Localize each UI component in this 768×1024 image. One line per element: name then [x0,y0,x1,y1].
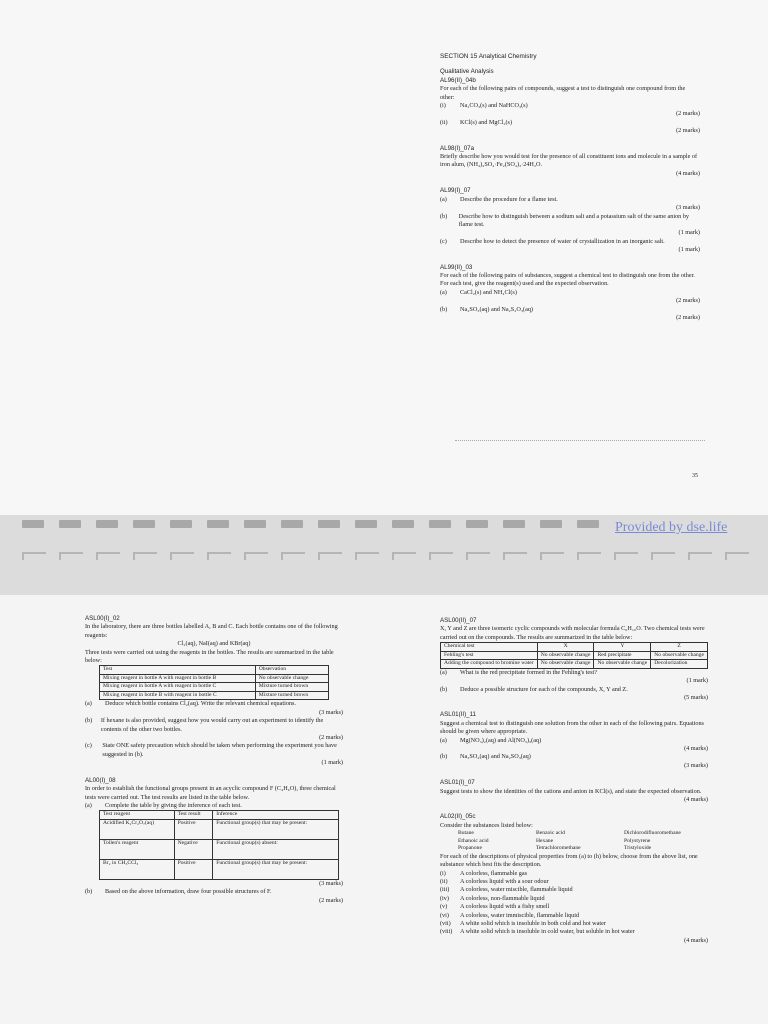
q3-a-label: (a) [440,195,447,203]
q7-code: ASL00(II)_07 [440,617,477,624]
q1-i-label: (i) [440,102,446,110]
q8-a-label: (a) [440,736,447,744]
table-row [441,651,708,660]
q7-th: Y [594,643,651,652]
q7-cell: Adding the compound to bromine water [441,660,538,669]
q7-cell: No observable change [537,651,594,660]
substance: Ethanoic acid [458,837,489,844]
q2-stem: Briefly describe how you would test for the presence of all constituent ions and molecule in a sample of iron alum, (NH₄)₂SO₄·Fe₂(SO₄)₃·24H₂O. [440,153,698,169]
scan-artifact-line [455,440,705,441]
binding-tab [318,552,342,560]
binding-hole [503,520,525,528]
q10-substance-list [454,830,685,853]
q4-b-label: (b) [440,305,448,313]
q1-stem: For each of the following pairs of compounds, suggest a test to distinguish one compound from the other: [440,85,686,101]
q6-b-marks: (2 marks) [319,896,343,904]
list-item [454,838,685,846]
section-title: SECTION 15 Analytical Chemistry [440,53,537,60]
q5-cell: No observable change [255,674,328,683]
q4-stem: For each of the following pairs of substances, suggest a chemical test to distinguish one from the other. For each test, give the reagent(s) used and the expected observation. [440,271,695,288]
q3-b-label: (b) [440,212,448,220]
binding-hole [133,520,155,528]
q9-code: ASL01(I)_07 [440,779,475,787]
q8-b-marks: (3 marks) [684,761,708,769]
binding-tab [355,552,379,560]
q7-th: Chemical test [441,643,538,652]
q7-stem: X, Y and Z are three isomeric cyclic compounds with molecular formula C₆H₁₀O. Two chemical tests were carried out on the compounds. The results are summarized in the table below: [440,625,705,641]
substance: Propanone [458,845,482,852]
q3-b-text: Describe how to distinguish between a sodium salt and a potassium salt of the same anion by flame test. [458,212,690,228]
q5-c-marks: (1 mark) [321,759,343,767]
binding-tab [503,552,527,560]
q7-b-marks: (5 marks) [684,693,708,701]
q10-item-text: A colorless, non-flammable liquid [460,894,545,902]
binding-hole [540,520,562,528]
q7-cell: No observable change [651,651,708,660]
substance: Dichlorodifluoromethane [624,830,681,837]
q6-a-text: Complete the table by giving the inference of each test. [105,801,242,809]
q5-c-label: (c) [85,742,92,750]
q10-item-text: A white solid which is insoluble in both cold and hot water [460,919,606,927]
q3-code: AL99(I)_07 [440,187,471,195]
q6-cell: Acidified K₂Cr₂O₇(aq) [100,819,175,839]
q3-c-text: Describe how to detect the presence of water of crystallization in an inorganic salt. [460,237,665,245]
binding-tab [207,552,231,560]
q5-cell: Mixture turned brown [255,683,328,692]
topic-title: Qualitative Analysis [440,68,494,76]
table-row [100,674,329,683]
substance: Hexane [536,837,554,844]
binding-tab [170,552,194,560]
binding-tab [59,552,83,560]
binding-hole [577,520,599,528]
q2-marks: (4 marks) [676,169,700,177]
q10-item-label: (v) [440,903,448,911]
q10-marks: (4 marks) [684,936,708,944]
q5-b-marks: (2 marks) [319,734,343,742]
binding-tab [244,552,268,560]
q7-a-marks: (1 mark) [686,677,708,685]
binding-tab [133,552,157,560]
q10-item-text: A white solid which is insoluble in cold water, but soluble in hot water [460,928,635,936]
q10-stem: Consider the substances listed below: [440,821,533,829]
q3-a-marks: (3 marks) [676,204,700,212]
table-row [100,691,329,700]
binding-tab [281,552,305,560]
table-row [100,839,339,859]
binding-hole [392,520,414,528]
q5-reagents: Cl₂(aq), NaI(aq) and KBr(aq) [177,640,251,648]
q10-item-label: (ii) [440,877,448,885]
q5-b-label: (b) [85,717,93,725]
q10-item-label: (iii) [440,886,450,894]
q10-item-text: A colorless liquid with a fishy smell [460,903,550,911]
q8-b-label: (b) [440,753,448,761]
brand-watermark: Provided by dse.life [615,520,728,535]
q10-item-text: A colorless, flammable gas [460,869,528,877]
binding-hole [207,520,229,528]
q6-cell: Tollen's reagent [100,839,175,859]
left-column [85,615,343,905]
substance: Butane [458,830,474,837]
q1-i-marks: (2 marks) [676,110,700,118]
q10-item-label: (vii) [440,919,451,927]
q3-c-label: (c) [440,237,447,245]
q7-th: Z [651,643,708,652]
q8-a-text: Mg(NO₃)₂(aq) and Al(NO₃)₃(aq) [460,736,542,744]
q10-item-label: (vi) [440,911,449,919]
q7-a-label: (a) [440,668,447,676]
q10-item-text: A colorless liquid with a sour odour [460,877,549,885]
q6-table [99,810,339,880]
q9-marks: (4 marks) [684,796,708,803]
q7-cell: No observable change [594,660,651,669]
q8-a-marks: (4 marks) [684,744,708,752]
q6-th: Test reagent [100,811,175,820]
q5-c-text: State ONE safety precaution which should be taken when performing the experiment you have suggested in (b). [102,742,337,758]
q10-item-text: A colorless, water immiscible, flammable liquid [460,911,580,919]
binding-tab [96,552,120,560]
q5-table [99,665,329,700]
binding-hole [244,520,266,528]
q6-b-label: (b) [85,888,93,896]
q5-a-text: Deduce which bottle contains Cl₂(aq). Write the relevant chemical equations. [105,700,296,708]
binding-tab [577,552,601,560]
table-row [441,660,708,669]
binding-tab [429,552,453,560]
substance: Polystyrene [624,837,651,844]
q6-cell: Br₂ in CH₃CCl₃ [100,859,175,879]
q7-cell: Fehling's test [441,651,538,660]
q1-ii-text: KCl(s) and MgCl₂(s) [460,118,512,126]
list-item [454,830,685,838]
q4-b-marks: (2 marks) [676,313,700,321]
q10-item-label: (i) [440,869,446,877]
binding-hole [281,520,303,528]
q5-b-text: If hexane is also provided, suggest how you would carry out an experiment to identify the contents of the other two bottles. [100,717,324,733]
q5-a-label: (a) [85,700,92,708]
q5-cell: Mixing reagent in bottle A with reagent in bottle C [100,683,256,692]
binding-tab [688,552,712,560]
q3-a-text: Describe the procedure for a flame test. [460,195,558,203]
substance: Tetrachloromethane [536,845,581,852]
q5-code: ASL00(I)_02 [85,615,120,622]
q10-stem2: For each of the descriptions of physical properties from (a) to (h) below, choose from the above list, one substance which best fits the description. [440,852,698,869]
substance: Benzoic acid [536,830,566,837]
q1-ii-marks: (2 marks) [676,127,700,135]
q1-ii-label: (ii) [440,118,448,126]
q5-th: Observation [255,666,328,675]
q6-th: Inference [213,811,339,820]
q10-item-label: (viii) [440,928,453,936]
q7-cell: Red precipitate [594,651,651,660]
q1-code: AL96(II)_04b [440,76,476,84]
q2-code: AL98(I)_07a [440,144,475,152]
q7-b-label: (b) [440,685,448,693]
q4-a-marks: (2 marks) [676,297,700,305]
q6-th: Test result [174,811,213,820]
binding-hole [59,520,81,528]
q3-c-marks: (1 mark) [678,246,700,254]
q6-code: AL00(I)_08 [85,776,116,784]
q6-cell: Positive [174,859,213,879]
table-row [100,683,329,692]
binding-hole [96,520,118,528]
q5-th: Test [100,666,256,675]
binding-hole [22,520,44,528]
q8-b-text: Na₂SO₄(aq) and Na₂SO₃(aq) [460,753,531,761]
page-number: 35 [692,473,698,479]
q5-cell: Mixture turned brown [255,691,328,700]
binding-hole [466,520,488,528]
q7-th: X [537,643,594,652]
binding-hole [318,520,340,528]
table-row [100,819,339,839]
q3-b-marks: (1 mark) [678,229,700,237]
q6-cell: Functional group(s) that may be present: [213,859,339,879]
substance: Tristyloxide [624,845,652,852]
q5-stem2: Three tests were carried out using the reagents in the bottles. The results are summarized in the table below: [85,648,334,665]
binding-hole [429,520,451,528]
q6-cell: Functional group(s) absent: [213,839,339,859]
bottom-page [0,595,768,1024]
binding-tab [614,552,638,560]
q5-a-marks: (3 marks) [319,708,343,716]
q8-stem: Suggest a chemical test to distinguish one solution from the other in each of the following pairs. Equations should be given where appropriate. [440,719,704,736]
q1-i-text: Na₂CO₃(s) and NaHCO₃(s) [460,102,528,110]
q6-cell: Negative [174,839,213,859]
q6-cell: Positive [174,819,213,839]
binding-tab [725,552,749,560]
q5-stem: In the laboratory, there are three bottles labelled A, B and C. Each bottle contains one of the following reagents: [85,623,338,639]
q5-cell: Mixing reagent in bottle B with reagent in bottle C [100,691,256,700]
table-row [100,859,339,879]
right-column [440,617,708,945]
q4-code: AL99(II)_03 [440,263,473,271]
q10-item-text: A colorless, water miscible, flammable liquid [460,886,573,894]
q4-a-label: (a) [440,288,447,296]
binding-hole [355,520,377,528]
q7-table [440,642,708,669]
q6-cell: Functional group(s) that may be present: [213,819,339,839]
binding-tab [651,552,675,560]
q7-cell: Decolorization [651,660,708,669]
q9-stem: Suggest tests to show the identities of the cations and anion in KCl(s), and state the expected observation. [440,787,702,795]
binding-tab [392,552,416,560]
q6-a-label: (a) [85,801,92,809]
q10-code: AL02(II)_05c [440,813,476,821]
list-item [454,845,685,853]
q7-b-text: Deduce a possible structure for each of the compounds, X, Y and Z. [460,685,628,693]
binding-tab [540,552,564,560]
q6-a-marks: (3 marks) [319,879,343,887]
q7-cell: No observable change [537,660,594,669]
q8-code: ASL01(II)_11 [440,711,477,719]
binding-tab [22,552,46,560]
binding-hole [170,520,192,528]
q10-item-label: (iv) [440,894,449,902]
top-column [440,53,700,322]
q5-cell: Mixing reagent in bottle A with reagent in bottle B [100,674,256,683]
binding-tab [466,552,490,560]
q6-stem: In order to establish the functional groups present in an acyclic compound F (C₄H₆O), three chemical tests were carried out. The test results are listed in the table below. [85,785,336,801]
q6-b-text: Based on the above information, draw four possible structures of F. [105,888,272,896]
q4-b-text: Na₂SO₃(aq) and Na₂S₂O₃(aq) [460,305,533,313]
q7-a-text: What is the red precipitate formed in the Fehling's test? [460,668,598,676]
q4-a-text: CaCl₂(s) and NH₄Cl(s) [460,288,517,296]
